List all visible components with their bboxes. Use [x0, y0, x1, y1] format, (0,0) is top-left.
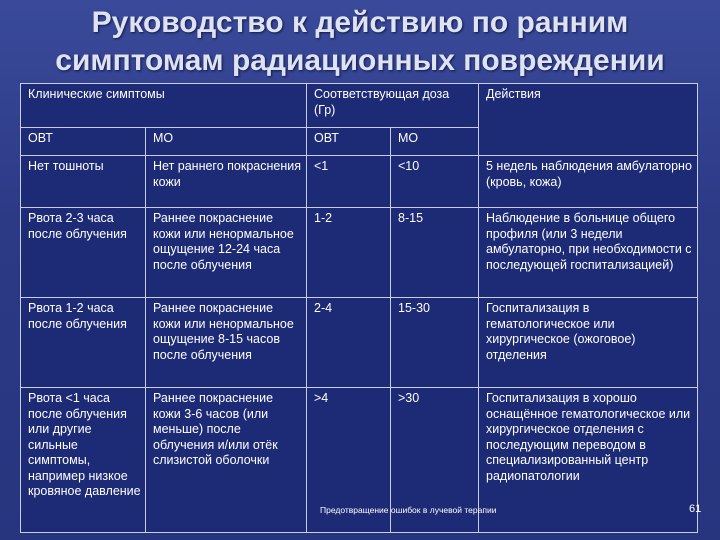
cell-mo-dose: 15-30 — [391, 298, 479, 388]
cell-ovt-dose: >4 — [307, 388, 391, 533]
cell-mo-symptom: Раннее покраснение кожи 3-6 часов (или меньше) после облучения и/или отёк слизистой оболочки — [146, 388, 307, 533]
subheader-mo-symptoms: МО — [146, 128, 307, 156]
cell-mo-dose: >30 — [391, 388, 479, 533]
header-actions: Действия — [479, 84, 698, 156]
page-number: 61 — [689, 503, 702, 515]
cell-mo-symptom: Раннее покраснение кожи или ненормальное ощущение 12-24 часа после облучения — [146, 208, 307, 298]
slide-title-line-1: Руководство к действию по ранним — [91, 6, 629, 39]
table-row — [21, 156, 698, 208]
header-clinical-symptoms: Клинические симптомы — [21, 84, 307, 128]
footer-text: Предотвращение ошибок в лучевой терапии — [320, 505, 497, 515]
cell-ovt-symptom: Рвота <1 часа после облучения или другие сильные симптомы, например низкое кровяное давление — [21, 388, 146, 533]
slide-title-line-2: симптомам радиационных повреждении — [55, 44, 665, 77]
subheader-ovt-dose: ОВТ — [307, 128, 391, 156]
cell-ovt-symptom: Рвота 2-3 часа после облучения — [21, 208, 146, 298]
table-row — [21, 208, 698, 298]
cell-action: Госпитализация в гематологическое или хирургическое (ожоговое) отделения — [479, 298, 698, 388]
table-row — [21, 298, 698, 388]
cell-action: Наблюдение в больнице общего профиля (или 3 недели амбулаторно, при необходимости с последующей госпитализацией) — [479, 208, 698, 298]
cell-mo-symptom: Нет раннего покраснения кожи — [146, 156, 307, 208]
cell-action: 5 недель наблюдения амбулаторно (кровь, кожа) — [479, 156, 698, 208]
slide-title — [0, 4, 720, 80]
cell-ovt-symptom: Рвота 1-2 часа после облучения — [21, 298, 146, 388]
cell-mo-symptom: Раннее покраснение кожи или ненормальное ощущение 8-15 часов после облучения — [146, 298, 307, 388]
cell-ovt-dose: 2-4 — [307, 298, 391, 388]
cell-ovt-symptom: Нет тошноты — [21, 156, 146, 208]
cell-action: Госпитализация в хорошо оснащённое гематологическое или хирургическое отделения с последующим переводом в специализированный центр радиопатологии — [479, 388, 698, 533]
subheader-ovt-symptoms: ОВТ — [21, 128, 146, 156]
cell-mo-dose: 8-15 — [391, 208, 479, 298]
header-dose: Соответствующая доза (Гр) — [307, 84, 479, 128]
table-header-row — [21, 84, 698, 128]
subheader-mo-dose: МО — [391, 128, 479, 156]
cell-mo-dose: <10 — [391, 156, 479, 208]
symptoms-table — [20, 83, 698, 533]
cell-ovt-dose: 1-2 — [307, 208, 391, 298]
cell-ovt-dose: <1 — [307, 156, 391, 208]
